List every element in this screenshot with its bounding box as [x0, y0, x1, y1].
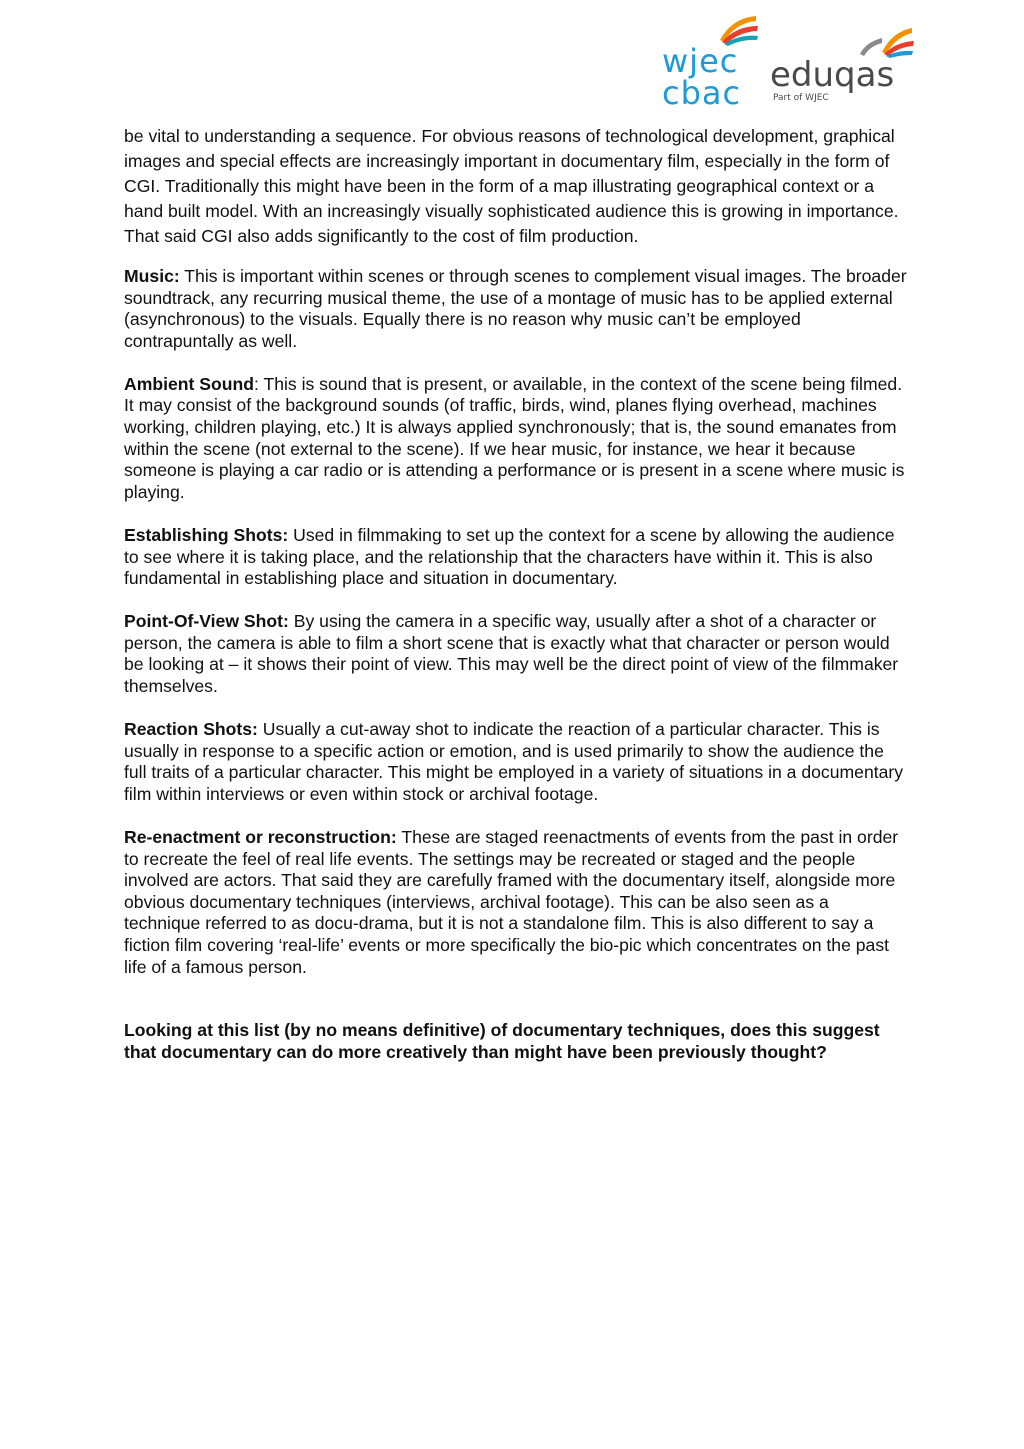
- desc-music: This is important within scenes or through scenes to complement visual images. The broader soundtrack, any recurring musical theme, the use of a montage of music has to be applied external (asynchronous) to the visuals. Equally there is no reason why music can’t be employed contrapuntally as well.: [124, 266, 907, 351]
- term-reaction-shots: Reaction Shots:: [124, 719, 258, 740]
- section-music: [124, 266, 909, 352]
- term-establishing-shots: Establishing Shots:: [124, 524, 289, 545]
- section-reenactment: [124, 827, 909, 978]
- eduqas-wordmark: eduqas: [770, 55, 895, 95]
- section-point-of-view-shot: [124, 611, 909, 697]
- section-ambient-sound: [124, 374, 909, 504]
- wjec-logo-line1: wjec: [662, 42, 739, 80]
- term-reenactment: Re-enactment or reconstruction:: [124, 826, 397, 847]
- eduqas-logo: [766, 8, 922, 103]
- desc-reenactment: These are staged reenactments of events from the past in order to recreate the feel of real life events. The settings may be recreated or staged and the people involved are actors. That said they are carefully framed with the documentary itself, alongside more obvious documentary techniques (interviews, archival footage). This can be also seen as a technique referred to as docu-drama, but it is not a standalone film. This is also different to say a fiction film covering ‘real-life’ events or more specifically the bio-pic which concentrates on the past life of a famous person.: [124, 826, 899, 977]
- wjec-cbac-logo: [662, 16, 758, 110]
- intro-paragraph: be vital to understanding a sequence. For obvious reasons of technological development, graphical images and special effects are increasingly important in documentary film, especially in the form of CGI. Traditionally this might have been in the form of a map illustrating geographical context or a hand built model. With an increasingly visually sophisticated audience this is growing in importance. That said CGI also adds significantly to the cost of film production.: [124, 126, 899, 246]
- document-body: [124, 124, 909, 1081]
- term-ambient-sound: Ambient Sound: [124, 373, 254, 394]
- header-logos: [660, 8, 922, 110]
- section-reaction-shots: [124, 719, 909, 805]
- eduqas-tagline: Part of WJEC: [773, 93, 829, 103]
- desc-ambient-sound: : This is sound that is present, or available, in the context of the scene being filmed. It may consist of the background sounds (of traffic, birds, wind, planes flying overhead, machines working, children playing, etc.) It is always applied synchronously; that is, the sound emanates from within the scene (not external to the scene). If we hear music, for instance, we hear it because someone is playing a car radio or is attending a performance or is present in a scene where music is playing.: [124, 373, 905, 502]
- desc-point-of-view-shot: By using the camera in a specific way, usually after a shot of a character or person, the camera is able to film a short scene that is exactly what that character or person would be looking at – it shows their point of view. This may well be the direct point of view of the filmmaker themselves.: [124, 611, 899, 696]
- closing-question: Looking at this list (by no means definitive) of documentary techniques, does this suggest that documentary can do more creatively than might have been previously thought?: [124, 1020, 880, 1062]
- desc-reaction-shots: Usually a cut-away shot to indicate the reaction of a particular character. This is usually in response to a specific action or emotion, and is used primarily to show the audience the full traits of a particular character. This might be employed in a variety of situations in a documentary film within interviews or even within stock or archival footage.: [124, 719, 904, 804]
- term-music: Music:: [124, 266, 180, 286]
- section-establishing-shots: [124, 525, 909, 590]
- wjec-logo-line2: cbac: [662, 74, 742, 110]
- desc-establishing-shots: Used in filmmaking to set up the context for a scene by allowing the audience to see where it is taking place, and the relationship that the characters have within it. This is also fundamental in establishing place and situation in documentary.: [124, 524, 895, 589]
- term-point-of-view-shot: Point-Of-View Shot:: [124, 611, 289, 632]
- logos-graphic: [660, 8, 922, 110]
